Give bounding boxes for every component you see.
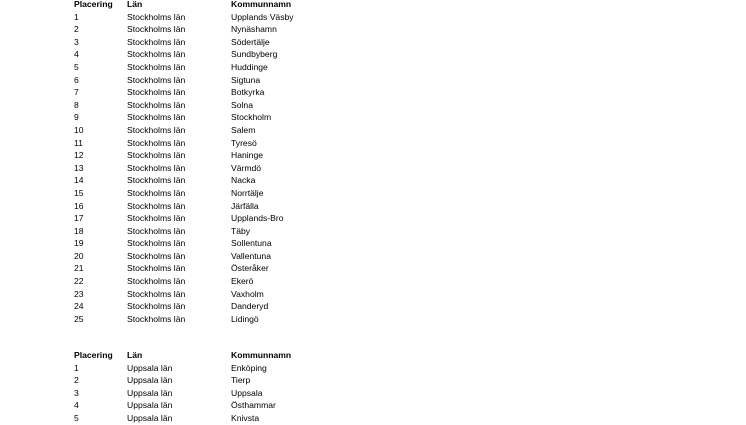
kommun-cell: Upplands-Bro	[231, 213, 284, 224]
kommun-cell: Österåker	[231, 263, 269, 274]
rank-cell: 14	[74, 175, 84, 186]
kommun-cell: Sigtuna	[231, 74, 261, 85]
rank-cell: 4	[74, 49, 79, 60]
rank-cell: 3	[74, 387, 79, 398]
lan-cell: Stockholms län	[127, 36, 186, 47]
table-row	[74, 288, 394, 301]
stockholm-rows	[74, 11, 394, 326]
header-lan: Län	[127, 350, 143, 360]
kommun-cell: Nacka	[231, 175, 256, 186]
rank-cell: 8	[74, 99, 79, 110]
lan-cell: Stockholms län	[127, 213, 186, 224]
table-row	[74, 174, 394, 187]
kommun-cell: Tierp	[231, 375, 251, 386]
header-placering: Placering	[74, 350, 113, 360]
lan-cell: Stockholms län	[127, 187, 186, 198]
table-row	[74, 74, 394, 87]
lan-cell: Stockholms län	[127, 276, 186, 287]
table-row	[74, 11, 394, 24]
rank-cell: 11	[74, 137, 83, 148]
table-row	[74, 412, 394, 425]
lan-cell: Stockholms län	[127, 288, 186, 299]
table-row	[74, 200, 394, 213]
rank-cell: 5	[74, 61, 79, 72]
kommun-cell: Sundbyberg	[231, 49, 278, 60]
rank-cell: 5	[74, 412, 79, 423]
table-row	[74, 387, 394, 400]
kommun-cell: Ekerö	[231, 276, 254, 287]
lan-cell: Stockholms län	[127, 250, 186, 261]
lan-cell: Stockholms län	[127, 137, 186, 148]
rank-cell: 2	[74, 375, 79, 386]
rank-cell: 25	[74, 313, 84, 324]
table-row	[74, 237, 394, 250]
table-row	[74, 137, 394, 150]
lan-cell: Uppsala län	[127, 400, 173, 411]
lan-cell: Stockholms län	[127, 313, 186, 324]
rank-cell: 1	[74, 362, 79, 373]
kommun-cell: Knivsta	[231, 412, 260, 423]
rank-cell: 18	[74, 225, 84, 236]
rank-cell: 16	[74, 200, 84, 211]
table-row	[74, 225, 394, 238]
rank-cell: 12	[74, 150, 84, 161]
rank-cell: 23	[74, 288, 84, 299]
lan-cell: Stockholms län	[127, 225, 186, 236]
kommun-cell: Vaxholm	[231, 288, 264, 299]
lan-cell: Stockholms län	[127, 200, 186, 211]
table-row	[74, 250, 394, 263]
lan-cell: Stockholms län	[127, 87, 186, 98]
kommun-cell: Östhammar	[231, 400, 276, 411]
rank-cell: 6	[74, 74, 79, 85]
rank-cell: 13	[74, 162, 84, 173]
lan-cell: Stockholms län	[127, 112, 186, 123]
table-row	[74, 212, 394, 225]
uppsala-rows	[74, 362, 394, 425]
rank-cell: 22	[74, 276, 84, 287]
header-placering: Placering	[74, 0, 113, 9]
table-row	[74, 275, 394, 288]
lan-cell: Stockholms län	[127, 49, 186, 60]
kommun-cell: Uppsala	[231, 387, 263, 398]
table-header	[74, 0, 394, 11]
rank-cell: 20	[74, 250, 84, 261]
kommun-cell: Södertälje	[231, 36, 270, 47]
header-lan: Län	[127, 0, 143, 9]
table-row	[74, 99, 394, 112]
table-row	[74, 48, 394, 61]
table-row	[74, 111, 394, 124]
lan-cell: Stockholms län	[127, 238, 186, 249]
table-row	[74, 162, 394, 175]
table-row	[74, 36, 394, 49]
kommun-cell: Enköping	[231, 362, 267, 373]
table-row	[74, 86, 394, 99]
kommun-cell: Huddinge	[231, 61, 268, 72]
rank-cell: 1	[74, 11, 79, 22]
kommun-cell: Solna	[231, 99, 253, 110]
kommun-cell: Värmdö	[231, 162, 262, 173]
rank-cell: 24	[74, 301, 84, 312]
rank-cell: 17	[74, 213, 84, 224]
stockholm-table	[74, 0, 394, 325]
lan-cell: Stockholms län	[127, 74, 186, 85]
rank-cell: 19	[74, 238, 84, 249]
table-row	[74, 149, 394, 162]
uppsala-table	[74, 349, 394, 425]
lan-cell: Stockholms län	[127, 162, 186, 173]
rank-cell: 9	[74, 112, 79, 123]
lan-cell: Uppsala län	[127, 412, 173, 423]
table-row	[74, 262, 394, 275]
table-row	[74, 23, 394, 36]
lan-cell: Stockholms län	[127, 263, 186, 274]
kommun-cell: Lidingö	[231, 313, 259, 324]
kommun-cell: Nynäshamn	[231, 24, 277, 35]
lan-cell: Stockholms län	[127, 301, 186, 312]
lan-cell: Uppsala län	[127, 375, 173, 386]
kommun-cell: Botkyrka	[231, 87, 265, 98]
lan-cell: Stockholms län	[127, 175, 186, 186]
rank-cell: 7	[74, 87, 79, 98]
lan-cell: Stockholms län	[127, 24, 186, 35]
lan-cell: Stockholms län	[127, 124, 186, 135]
table-row	[74, 313, 394, 326]
table-row	[74, 300, 394, 313]
kommun-cell: Haninge	[231, 150, 264, 161]
table-header	[74, 349, 394, 362]
kommun-cell: Vallentuna	[231, 250, 271, 261]
lan-cell: Uppsala län	[127, 387, 173, 398]
rank-cell: 4	[74, 400, 79, 411]
rank-cell: 2	[74, 24, 79, 35]
rank-cell: 15	[74, 187, 84, 198]
kommun-cell: Norrtälje	[231, 187, 264, 198]
rank-cell: 10	[74, 124, 84, 135]
kommun-cell: Täby	[231, 225, 251, 236]
table-row	[74, 374, 394, 387]
lan-cell: Stockholms län	[127, 61, 186, 72]
lan-cell: Stockholms län	[127, 99, 186, 110]
header-kommunnamn: Kommunnamn	[231, 350, 292, 360]
kommun-cell: Sollentuna	[231, 238, 272, 249]
table-row	[74, 187, 394, 200]
kommun-cell: Salem	[231, 124, 256, 135]
table-row	[74, 362, 394, 375]
table-row	[74, 61, 394, 74]
header-kommunnamn: Kommunnamn	[231, 0, 292, 9]
lan-cell: Stockholms län	[127, 150, 186, 161]
table-row	[74, 399, 394, 412]
kommun-cell: Stockholm	[231, 112, 272, 123]
rank-cell: 21	[74, 263, 84, 274]
lan-cell: Stockholms län	[127, 11, 186, 22]
table-row	[74, 124, 394, 137]
rank-cell: 3	[74, 36, 79, 47]
kommun-cell: Järfälla	[231, 200, 259, 211]
kommun-cell: Upplands Väsby	[231, 11, 294, 22]
kommun-cell: Danderyd	[231, 301, 269, 312]
lan-cell: Uppsala län	[127, 362, 173, 373]
kommun-cell: Tyresö	[231, 137, 257, 148]
